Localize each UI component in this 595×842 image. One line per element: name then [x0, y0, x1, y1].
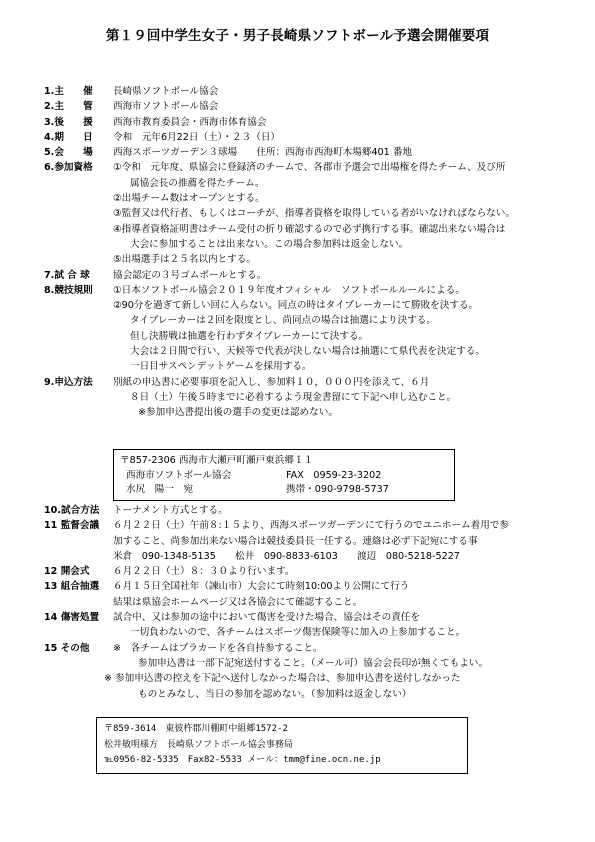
item-text: ６月２２日（土）８：３０より行います。 — [113, 566, 295, 578]
item-label: 7.試 合 球 — [44, 269, 90, 281]
item-row — [44, 84, 564, 99]
item-label: 12 開会式 — [44, 566, 90, 578]
item-row — [44, 503, 564, 518]
item-text: 一日目サスペンデットゲームを採用する。 — [130, 361, 312, 373]
item-text: ※ 各チームはプラカードを各自持参すること。 — [113, 642, 323, 654]
items-list-2 — [44, 503, 564, 702]
item-text: 属協会長の推薦を得たチーム。 — [130, 177, 265, 189]
item-text: 西海市教育委員会・西海市体育協会 — [113, 116, 267, 128]
item-label — [44, 595, 113, 610]
item-row — [44, 176, 564, 191]
item-text: 米倉 090-1348-5135 松井 090-8833-6103 渡辺 080-5218-5227 — [113, 550, 460, 562]
item-row — [44, 252, 564, 267]
item-row — [44, 99, 564, 114]
item-row — [44, 564, 564, 579]
box2-line3: ℡0956-82-5335 Fax82-5533 メール：tmm@fine.ocn.ne.jp — [104, 755, 381, 765]
item-row — [44, 191, 564, 206]
document-title: 第１９回中学生女子・男子長崎県ソフトボール予選会開催要項 — [105, 28, 490, 44]
item-row — [44, 534, 564, 549]
item-row — [44, 518, 564, 533]
item-label: 3.後 援 — [44, 116, 93, 128]
item-label — [44, 237, 113, 252]
box1-line2 — [120, 469, 454, 484]
item-text: 令和 元年6月22日（土）・２３（日） — [113, 131, 281, 143]
item-label: 5.会 場 — [44, 147, 93, 159]
item-row — [44, 625, 564, 640]
item-row — [44, 298, 564, 313]
box1-recipient: 水尻 陽一 宛 — [126, 484, 194, 495]
item-text: 大会に参加することは出来ない。この場合参加料は返金しない。 — [130, 238, 409, 250]
item-label: 11 監督会議 — [44, 520, 100, 532]
box1-line3 — [120, 483, 454, 498]
item-label — [44, 222, 113, 237]
item-label: 6.参加資格 — [44, 162, 93, 174]
item-label — [44, 206, 113, 221]
item-row — [44, 283, 564, 298]
item-label — [44, 671, 104, 686]
item-row — [44, 390, 564, 405]
item-text: 結果は県協会ホームページ又は各協会にて確認すること。 — [113, 596, 363, 608]
item-label — [44, 329, 113, 344]
item-text: 西海スポーツガーデン３球場 住所：西海市西海町木場郷401 番地 — [113, 147, 413, 159]
item-row — [44, 671, 564, 686]
item-text: ④指導者資格証明書はチーム受付の折り確認するので必ず携行する事。確認出来ない場合は — [113, 223, 506, 235]
item-text: タイブレーカーは２回を限度とし、尚同点の場合は抽選により決する。 — [130, 315, 436, 327]
item-label: 4.期 日 — [44, 131, 93, 143]
item-row — [44, 687, 564, 702]
box1-line1: 〒857-2306 西海市大瀬戸町瀬戸東浜郷１１ — [120, 455, 314, 466]
item-label — [44, 549, 113, 564]
item-label: 2.主 管 — [44, 101, 93, 113]
application-address-box — [113, 449, 455, 501]
item-label — [44, 298, 113, 313]
item-text: ②90分を過ぎて新しい回に入らない。同点の時はタイブレーカーにて勝敗を決する。 — [113, 300, 479, 312]
item-label — [44, 656, 113, 671]
item-label — [44, 390, 113, 405]
item-text: 大会は２日間で行い、天候等で代表が決しない場合は抽選にて県代表を決定する。 — [130, 346, 485, 358]
item-label — [44, 176, 113, 191]
item-text: ６月２２日（土）午前８:１５より、西海スポーツガーデンにて行うのでユニホーム着用で参 — [113, 520, 509, 532]
item-text: 但し決勝戦は抽選を行わずタイブレーカーにて決する。 — [130, 330, 369, 342]
item-row — [44, 641, 564, 656]
item-row — [44, 206, 564, 221]
item-text: 参加申込書は一部下記宛送付すること。（メール可）協会会長印が無くてもよい。 — [138, 657, 488, 669]
item-row — [44, 268, 564, 283]
item-row — [44, 160, 564, 175]
item-label: 13 組合抽選 — [44, 581, 100, 593]
box1-fax: FAX 0959-23-3202 — [286, 469, 382, 481]
item-label: 8.競技規則 — [44, 284, 93, 296]
item-label: 1.主 催 — [44, 86, 93, 97]
item-text: トーナメント方式とする。 — [113, 505, 228, 516]
item-text: ８日（土）午後５時までに必着するよう現金書留にて下記へ申し込むこと。 — [130, 391, 457, 403]
item-label: 14 傷害処置 — [44, 612, 100, 624]
item-label — [44, 687, 113, 702]
item-text: ⑤出場選手は２５名以内とする。 — [113, 254, 256, 266]
item-label: 9.申込方法 — [44, 376, 93, 388]
item-label — [44, 359, 113, 374]
item-text: 西海市ソフトボール協会 — [113, 101, 219, 113]
office-address-box — [96, 717, 468, 774]
item-text: ６月１５日全国社年（諫山市）大会にて時刻10:00より公開にて行う — [113, 581, 410, 593]
item-text: ①日本ソフトボール協会２０１９年度オフィシャル ソフトボールルールによる。 — [113, 284, 465, 296]
item-text: ※参加申込書提出後の選手の変更は認めない。 — [138, 407, 338, 419]
item-text: 協会認定の３号ゴムボールとする。 — [113, 269, 267, 281]
item-row — [44, 115, 564, 130]
item-row — [44, 375, 564, 390]
item-label — [44, 344, 113, 359]
item-label — [44, 534, 113, 549]
item-row — [44, 610, 564, 625]
item-row — [44, 145, 564, 160]
box2-line2: 松井敏明様方 長崎県ソフトボール協会事務局 — [104, 739, 293, 750]
item-row — [44, 595, 564, 610]
box1-org: 西海市ソフトボール協会 — [126, 469, 232, 481]
item-text: ③監督又は代行者、もしくはコーチが、指導者資格を取得している者がいなければならない。 — [113, 208, 515, 220]
item-row — [44, 237, 564, 252]
item-text: ものとみなし、当日の参加を認めない。（参加料は返金しない） — [138, 688, 412, 700]
item-text: ①令和 元年度、県協会に登録済のチームで、各郡市予選会で出場権を得たチーム、及び所 — [113, 162, 506, 174]
item-row — [44, 405, 564, 420]
item-text: ②出場チーム数はオープンとする。 — [113, 193, 265, 205]
item-text: ※ 参加申込書の控えを下記へ送付しなかった場合は、参加申込書を送付しなかった — [104, 673, 461, 685]
item-row — [44, 313, 564, 328]
item-row — [44, 222, 564, 237]
item-label: 10.試合方法 — [44, 505, 100, 516]
item-row — [44, 344, 564, 359]
item-text: 一切負わないので、各チームはスポーツ傷害保険等に加入の上参加すること。 — [130, 627, 466, 639]
item-label — [44, 252, 113, 267]
item-label — [44, 313, 113, 328]
item-text: 試合中、又は参加の途中において傷害を受けた場合、協会はその責任を — [113, 612, 420, 624]
item-row — [44, 329, 564, 344]
box1-mobile: 携帯・090-9798-5737 — [286, 484, 389, 495]
item-text: 加すること、尚参加出来ない場合は競技委員長一任する。連絡は必ず下記宛にする事 — [113, 535, 478, 547]
item-label — [44, 405, 113, 420]
items-list-1 — [44, 84, 564, 421]
item-label — [44, 625, 113, 640]
item-label — [44, 191, 113, 206]
item-row — [44, 579, 564, 594]
item-label: 15 その他 — [44, 642, 90, 654]
box2-line1: 〒859-3614 東彼杵郡川棚町中組郷1572-2 — [104, 724, 288, 734]
item-row — [44, 130, 564, 145]
item-row — [44, 549, 564, 564]
item-row — [44, 359, 564, 374]
item-row — [44, 656, 564, 671]
item-text: 長崎県ソフトボール協会 — [113, 86, 219, 97]
item-text: 別紙の申込書に必要事項を記入し、参加料１０，０００円を添えて、６月 — [113, 376, 430, 388]
